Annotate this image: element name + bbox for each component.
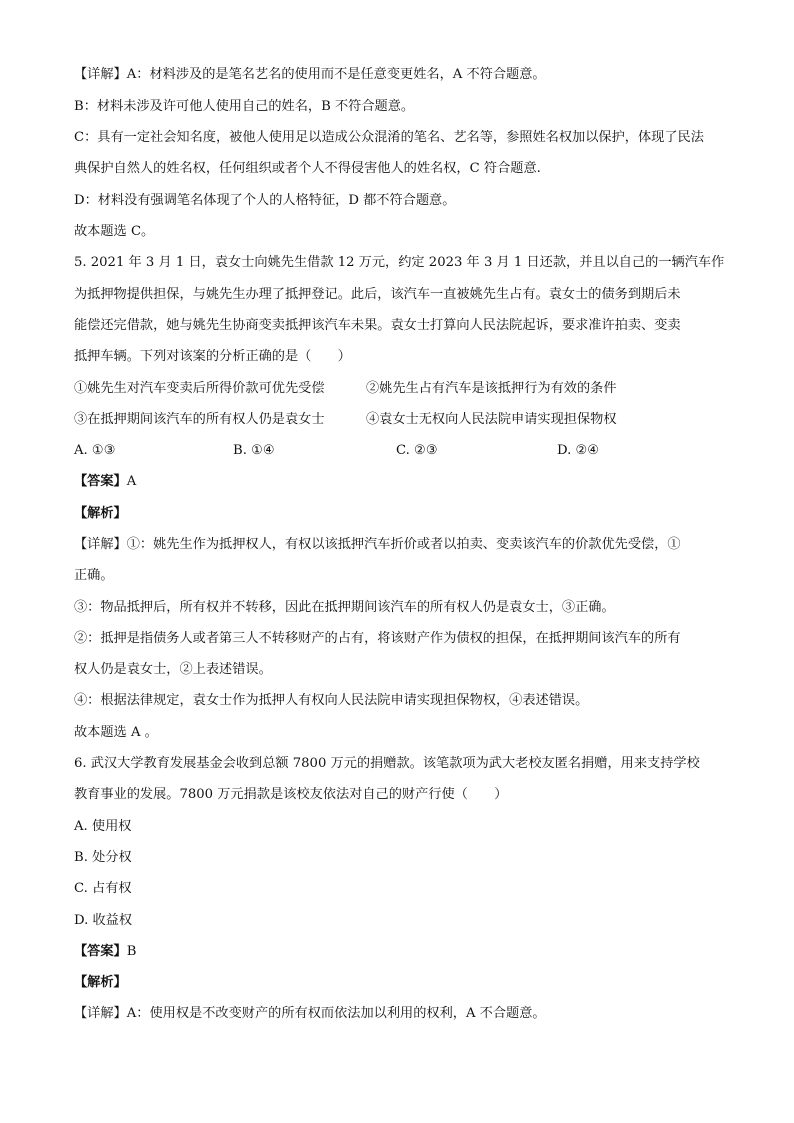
q6-stem-line2: 教育事业的发展。7800 万元捐款是该校友依法对自己的财产行使（ ） bbox=[74, 787, 508, 802]
q6-option-a: A. 使用权 bbox=[74, 819, 132, 834]
q5-answer-label: 【答案】 bbox=[74, 474, 127, 489]
q5-answer bbox=[74, 473, 136, 491]
q6-option-c: C. 占有权 bbox=[74, 881, 132, 896]
q4-detail-c-line2: 典保护自然人的姓名权，任何组织或者个人不得侵害他人的姓名权，C 符合题意. bbox=[74, 161, 541, 176]
q5-analysis-label: 【解析】 bbox=[74, 506, 127, 521]
q5-detail-2-line2: 权人仍是袁女士，②上表述错误。 bbox=[74, 662, 272, 677]
q5-item-2: ②姚先生占有汽车是该抵押行为有效的条件 bbox=[366, 381, 617, 396]
q6-stem-line1: 6. 武汉大学教育发展基金会收到总额 7800 万元的捐赠款。该笔款项为武大老校友匿名捐赠，用来支持学校 bbox=[74, 756, 700, 771]
q5-item-1: ①姚先生对汽车变卖后所得价款可优先受偿 bbox=[74, 381, 325, 396]
q5-detail-2-line1: ②：抵押是指债务人或者第三人不转移财产的占有，将该财产作为债权的担保，在抵押期间该汽车的所有 bbox=[74, 631, 681, 646]
q5-detail-4: ④：根据法律规定，袁女士作为抵押人有权向人民法院申请实现担保物权，④表述错误。 bbox=[74, 693, 589, 708]
q6-answer-label: 【答案】 bbox=[74, 944, 127, 959]
q5-option-d: D. ②④ bbox=[557, 443, 600, 458]
q4-detail-d: D：材料没有强调笔名体现了个人的人格特征，D 都不符合题意。 bbox=[74, 193, 456, 208]
q5-item-3: ③在抵押期间该汽车的所有权人仍是袁女士 bbox=[74, 412, 325, 427]
q5-detail-1-line2: 正确。 bbox=[74, 568, 114, 583]
q5-conclusion: 故本题选 A 。 bbox=[74, 725, 158, 740]
q5-stem-line2: 为抵押物提供担保，与姚先生办理了抵押登记。此后，该汽车一直被姚先生占有。袁女士的债务到期后未 bbox=[74, 287, 681, 302]
q5-stem-line4: 抵押车辆。下列对该案的分析正确的是（ ） bbox=[74, 349, 351, 364]
q6-option-d: D. 收益权 bbox=[74, 913, 133, 928]
q6-answer-value: B bbox=[126, 944, 137, 959]
q5-detail-3: ③：物品抵押后，所有权并不转移，因此在抵押期间该汽车的所有权人仍是袁女士，③正确。 bbox=[74, 600, 615, 615]
q5-stem-line3: 能偿还完借款，她与姚先生协商变卖抵押该汽车未果。袁女士打算向人民法院起诉，要求准许拍卖、变卖 bbox=[74, 318, 681, 333]
q6-option-b: B. 处分权 bbox=[74, 850, 132, 865]
q6-answer bbox=[74, 943, 136, 961]
q4-detail-c-line1: C：具有一定社会知名度，被他人使用足以造成公众混淆的笔名、艺名等，参照姓名权加以保护，体现了民法 bbox=[74, 130, 704, 145]
q5-option-b: B. ①④ bbox=[233, 443, 275, 458]
q5-stem-line1: 5. 2021 年 3 月 1 日，袁女士向姚先生借款 12 万元，约定 2023 年 3 月 1 日还款，并且以自己的一辆汽车作 bbox=[74, 255, 725, 270]
q5-answer-value: A bbox=[126, 474, 137, 489]
q4-detail-a: 【详解】A：材料涉及的是笔名艺名的使用而不是任意变更姓名，A 不符合题意。 bbox=[74, 67, 546, 82]
q4-detail-b: B：材料未涉及许可他人使用自己的姓名，B 不符合题意。 bbox=[74, 99, 415, 114]
q5-item-4: ④袁女士无权向人民法院申请实现担保物权 bbox=[366, 412, 617, 427]
q6-analysis-label: 【解析】 bbox=[74, 975, 127, 990]
q4-conclusion: 故本题选 C。 bbox=[74, 224, 155, 239]
q5-detail-1-line1: 【详解】①：姚先生作为抵押权人，有权以该抵押汽车折价或者以拍卖、变卖该汽车的价款优先受偿，① bbox=[74, 537, 681, 552]
q5-option-c: C. ②③ bbox=[396, 443, 438, 458]
q6-detail-a: 【详解】A：使用权是不改变财产的所有权而依法加以利用的权利，A 不合题意。 bbox=[74, 1006, 546, 1021]
q5-option-a: A. ①③ bbox=[74, 443, 116, 458]
